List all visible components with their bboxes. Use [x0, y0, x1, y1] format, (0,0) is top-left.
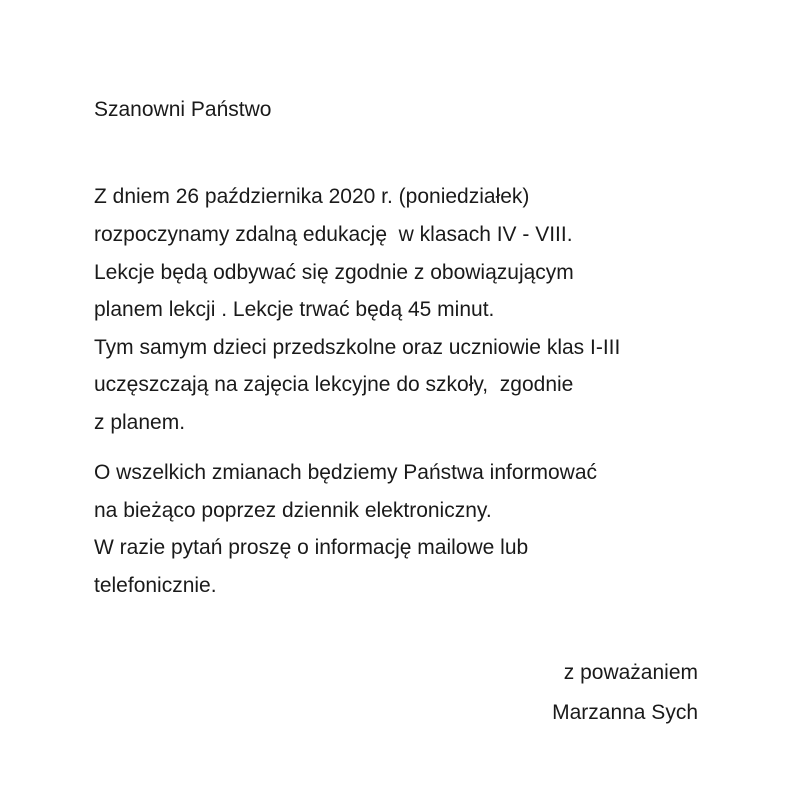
paragraph-2-line: O wszelkich zmianach będziemy Państwa informować [94, 461, 598, 484]
paragraph-1-line: planem lekcji . Lekcje trwać będą 45 minut. [94, 298, 495, 321]
paragraph-2-line: W razie pytań proszę o informację mailowe lub [94, 536, 529, 559]
paragraph-1-line: rozpoczynamy zdalną edukację w klasach IV - VIII. [94, 223, 573, 246]
paragraph-1-line: z planem. [94, 411, 186, 434]
closing-salutation: z poważaniem [563, 661, 698, 684]
paragraph-1-line: Tym samym dzieci przedszkolne oraz uczniowie klas I-III [94, 336, 621, 359]
paragraph-1-line: Z dniem 26 października 2020 r. (poniedziałek) [94, 185, 530, 208]
paragraph-1-line: uczęszczają na zajęcia lekcyjne do szkoły, zgodnie [94, 373, 574, 396]
paragraph-2-line: na bieżąco poprzez dziennik elektroniczny. [94, 499, 492, 522]
greeting: Szanowni Państwo [94, 98, 272, 121]
signature-name: Marzanna Sych [552, 701, 698, 724]
paragraph-1-line: Lekcje będą odbywać się zgodnie z obowiązującym [94, 261, 574, 284]
paragraph-2-line: telefonicznie. [94, 574, 217, 597]
